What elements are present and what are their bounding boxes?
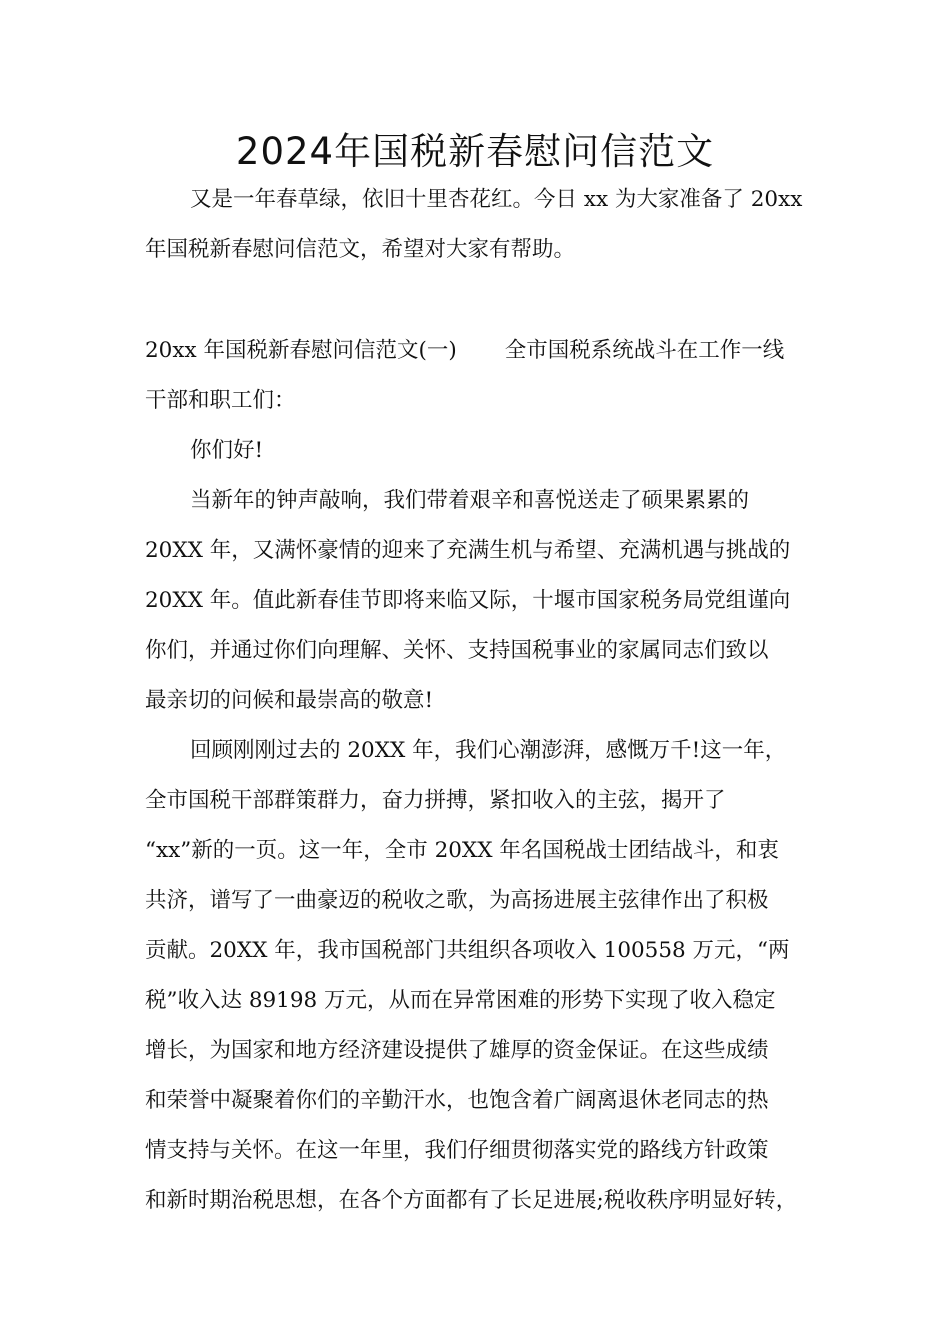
section-heading-line xyxy=(145,336,784,366)
paragraph2-line-3: “xx”新的一页。这一年，全市 20XX 年名国税战士团结战斗，和衷 xyxy=(145,838,779,863)
paragraph1-line-4: 你们，并通过你们向理解、关怀、支持国税事业的家属同志们致以 xyxy=(145,638,769,663)
paragraph2-line-9: 情支持与关怀。在这一年里，我们仔细贯彻落实党的路线方针政策 xyxy=(145,1138,769,1163)
paragraph2-line-2: 全市国税干部群策群力，奋力拼搏，紧扣收入的主弦，揭开了 xyxy=(145,788,726,813)
paragraph2-line-5: 贡献。20XX 年，我市国税部门共组织各项收入 100558 万元，“两 xyxy=(145,938,790,963)
paragraph1-line-5: 最亲切的问候和最崇高的敬意! xyxy=(145,688,434,713)
addressee-line-2: 干部和职工们： xyxy=(145,388,296,413)
paragraph1-line-2: 20XX 年，又满怀豪情的迎来了充满生机与希望、充满机遇与挑战的 xyxy=(145,538,791,563)
paragraph2-line-8: 和荣誉中凝聚着你们的辛勤汗水，也饱含着广阔离退休老同志的热 xyxy=(145,1088,769,1113)
paragraph2-line-4: 共济，谱写了一曲豪迈的税收之歌，为高扬进展主弦律作出了积极 xyxy=(145,888,769,913)
paragraph2-line-6: 税”收入达 89198 万元，从而在异常困难的形势下实现了收入稳定 xyxy=(145,988,776,1013)
intro-line-1: 又是一年春草绿，依旧十里杏花红。今日 xx 为大家准备了 20xx xyxy=(190,187,803,212)
document-title: 2024年国税新春慰问信范文 xyxy=(235,130,715,173)
paragraph2-line-1: 回顾刚刚过去的 20XX 年，我们心潮澎湃，感慨万千!这一年， xyxy=(190,738,787,763)
greeting: 你们好! xyxy=(190,438,264,463)
section-heading: 20xx 年国税新春慰问信范文(一) xyxy=(145,338,457,363)
paragraph2-line-10: 和新时期治税思想，在各个方面都有了长足进展;税收秩序明显好转， xyxy=(145,1188,798,1213)
paragraph1-line-3: 20XX 年。值此新春佳节即将来临又际，十堰市国家税务局党组谨向 xyxy=(145,588,791,613)
addressee-line-1: 全市国税系统战斗在工作一线 xyxy=(504,338,785,363)
intro-line-2: 年国税新春慰问信范文，希望对大家有帮助。 xyxy=(145,237,576,262)
paragraph2-line-7: 增长，为国家和地方经济建设提供了雄厚的资金保证。在这些成绩 xyxy=(145,1038,769,1063)
paragraph1-line-1: 当新年的钟声敲响，我们带着艰辛和喜悦送走了硕果累累的 xyxy=(190,488,750,513)
